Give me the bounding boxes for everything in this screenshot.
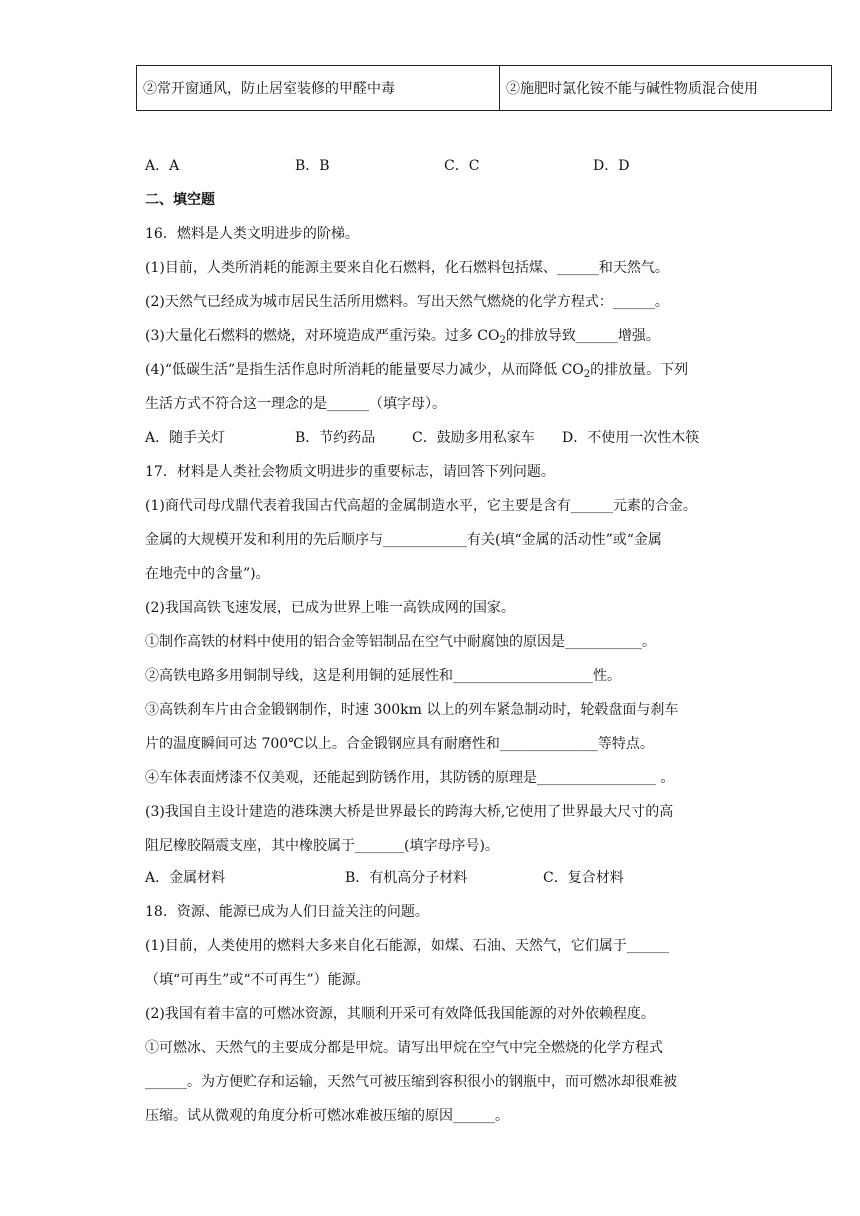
q16-part4: (4)“低碳生活”是指生活作息时所消耗的能量要尽力减少，从而降低 $CO_2$的排放量。下列 [145, 362, 689, 380]
q16-part3: (3)大量化石燃料的燃烧，对环境造成严重污染。过多 $CO_2$的排放导致______增强。 [145, 328, 660, 346]
option-d: D．D [593, 158, 630, 174]
q18-part2-1-cont2: 压缩。试从微观的角度分析可燃冰难被压缩的原因______。 [145, 1108, 509, 1124]
q17-part2-2: ②高铁电路多用铜制导线，这是利用铜的延展性和____________________性。 [145, 668, 621, 684]
q17-stem: 17．材料是人类社会物质文明进步的重要标志，请回答下列问题。 [145, 464, 555, 480]
q16-part4-cont: 生活方式不符合这一理念的是______（填字母）。 [145, 396, 446, 412]
q16-part2: (2)天然气已经成为城市居民生活所用燃料。写出天然气燃烧的化学方程式：______。 [145, 294, 669, 310]
option-a: A．金属材料 [145, 870, 226, 886]
q18-part1: (1)目前，人类使用的燃料大多来自化石能源，如煤、石油、天然气，它们属于______ [145, 938, 669, 954]
option-d: D．不使用一次性木筷 [562, 430, 700, 446]
option-c: C．复合材料 [543, 870, 624, 886]
table-row [137, 66, 832, 111]
q18-part2: (2)我国有着丰富的可燃冰资源，其顺利开采可有效降低我国能源的对外依赖程度。 [145, 1006, 655, 1022]
section-heading: 二、填空题 [145, 192, 215, 208]
q17-part1-cont2: 在地壳中的含量”)。 [145, 566, 270, 582]
option-c: C．C [444, 158, 480, 174]
q18-part2-1: ①可燃冰、天然气的主要成分都是甲烷。请写出甲烷在空气中完全燃烧的化学方程式 [145, 1040, 663, 1056]
q17-part1: (1)商代司母戊鼎代表着我国古代高超的金属制造水平，它主要是含有______元素的合金。 [145, 498, 697, 514]
table-cell-right: ②施肥时氯化铵不能与碱性物质混合使用 [500, 66, 832, 111]
option-b: B．有机高分子材料 [345, 870, 468, 886]
subscript-2: 2 [583, 369, 591, 380]
q17-part2-3: ③高铁刹车片由合金锻钢制作，时速 300km 以上的列车紧急制动时，轮毂盘面与刹车 [145, 702, 679, 718]
q16-part1: (1)目前，人类所消耗的能源主要来自化石燃料，化石燃料包括煤、______和天然气。 [145, 260, 669, 276]
q17-part2-1: ①制作高铁的材料中使用的铝合金等铝制品在空气中耐腐蚀的原因是___________。 [145, 634, 656, 650]
option-b: B．B [295, 158, 330, 174]
option-b: B．节约药品 [295, 430, 376, 446]
q17-part3-cont: 阻尼橡胶隔震支座，其中橡胶属于_______(填字母序号)。 [145, 838, 499, 854]
q18-part1-cont: （填“可再生”或“不可再生”）能源。 [145, 972, 370, 988]
answer-option-table [136, 65, 832, 111]
q17-part3: (3)我国自主设计建造的港珠澳大桥是世界最长的跨海大桥,它使用了世界最大尺寸的高 [145, 804, 674, 820]
q18-stem: 18．资源、能源已成为人们日益关注的问题。 [145, 904, 429, 920]
q17-part1-cont: 金属的大规模开发和利用的先后顺序与____________有关(填“金属的活动性”或“金属 [145, 532, 662, 548]
option-c: C．鼓励多用私家车 [412, 430, 535, 446]
option-a: A．A [145, 158, 180, 174]
table-cell-left: ②常开窗通风，防止居室装修的甲醛中毒 [137, 66, 500, 111]
subscript-2: 2 [499, 335, 506, 346]
q16-stem: 16．燃料是人类文明进步的阶梯。 [145, 226, 359, 242]
q17-part2-4: ④车体表面烤漆不仅美观，还能起到防锈作用，其防锈的原理是_________________ 。 [145, 770, 675, 786]
option-a: A．随手关灯 [145, 430, 226, 446]
q17-part2-3-cont: 片的温度瞬间可达 700℃以上。合金锻钢应具有耐磨性和______________等特点。 [145, 736, 654, 752]
q17-part2: (2)我国高铁飞速发展，已成为世界上唯一高铁成网的国家。 [145, 600, 515, 616]
q18-part2-1-cont: ______。为方便贮存和运输，天然气可被压缩到容积很小的钢瓶中，而可燃冰却很难被 [145, 1074, 677, 1090]
